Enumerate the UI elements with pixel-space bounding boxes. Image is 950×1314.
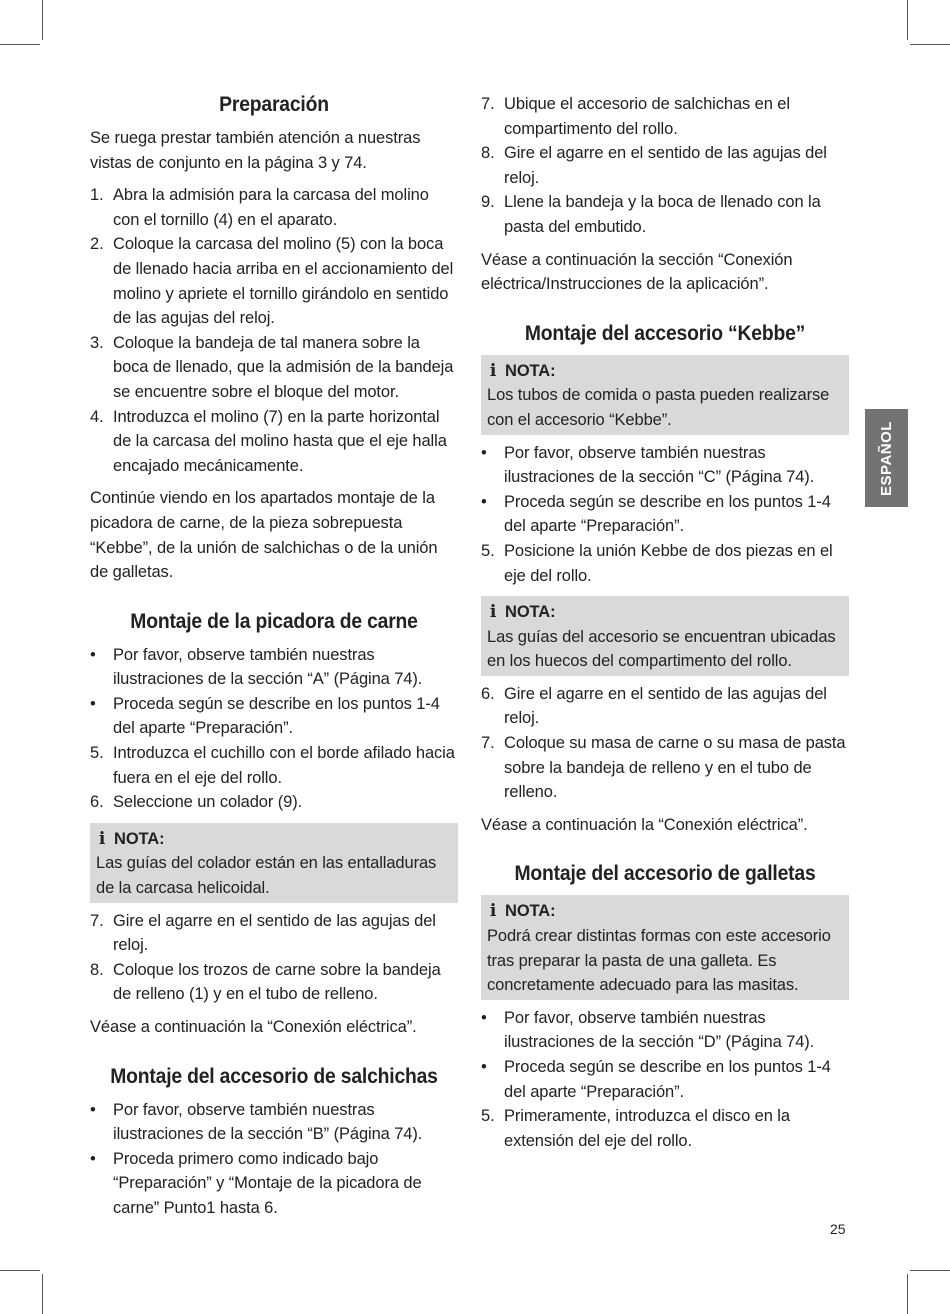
note-header bbox=[487, 899, 843, 924]
note-header bbox=[487, 600, 843, 625]
list-text: Por favor, observe también nuestras ilustraciones de la sección “C” (Página 74). bbox=[504, 443, 815, 487]
section-salchichas-cont bbox=[481, 92, 849, 297]
list-item bbox=[481, 731, 849, 805]
instruction-list bbox=[481, 1006, 849, 1154]
list-item bbox=[481, 490, 849, 539]
list-text: Primeramente, introduzca el disco en la extensión del eje del rollo. bbox=[504, 1107, 790, 1150]
list-marker: 2. bbox=[90, 235, 104, 254]
list-text: Proceda primero como indicado bajo “Preparación” y “Montaje de la picadora de carne” Punto1 hasta 6. bbox=[113, 1149, 422, 1217]
list-item bbox=[90, 1098, 458, 1147]
section-title: Montaje del accesorio de galletas bbox=[514, 862, 816, 886]
paragraph: Véase a continuación la sección “Conexión eléctrica/Instrucciones de la aplicación”. bbox=[481, 250, 793, 294]
list-item bbox=[90, 909, 458, 958]
list-item bbox=[90, 232, 458, 330]
list-text: Proceda según se describe en los puntos 1-4 del aparte “Preparación”. bbox=[504, 1058, 831, 1101]
section-preparacion bbox=[90, 92, 458, 585]
list-item bbox=[481, 682, 849, 731]
list-text: Gire el agarre en el sentido de las agujas del reloj. bbox=[113, 911, 436, 955]
list-text: Proceda según se describe en los puntos 1-4 del aparte “Preparación”. bbox=[504, 492, 831, 536]
list-text: Coloque la bandeja de tal manera sobre la boca de llenado, que la admisión de la bandeja se encuentre sobre el bloque del motor. bbox=[113, 333, 454, 401]
section-galletas bbox=[481, 861, 849, 1153]
list-item bbox=[90, 958, 458, 1007]
note-label: NOTA: bbox=[505, 603, 556, 622]
right-column bbox=[481, 92, 849, 1161]
list-text: Ubique el accesorio de salchichas en el compartimento del rollo. bbox=[504, 95, 790, 138]
section-title: Montaje del accesorio “Kebbe” bbox=[524, 321, 806, 345]
list-marker: 7. bbox=[481, 95, 495, 113]
numbered-list bbox=[90, 183, 458, 478]
list-text: Introduzca el molino (7) en la parte horizontal de la carcasa del molino hasta que el eje halla encajado mecánicamente. bbox=[113, 407, 447, 475]
list-text: Coloque los trozos de carne sobre la bandeja de relleno (1) y en el tubo de relleno. bbox=[113, 960, 441, 1004]
list-item bbox=[90, 643, 458, 692]
note-box bbox=[481, 355, 849, 435]
note-label: NOTA: bbox=[114, 829, 165, 848]
list-text: Introduzca el cuchillo con el borde afilado hacia fuera en el eje del rollo. bbox=[113, 744, 455, 787]
list-marker: 1. bbox=[90, 186, 104, 205]
info-icon: i bbox=[489, 602, 497, 623]
list-item bbox=[481, 141, 849, 190]
list-marker: • bbox=[90, 694, 96, 713]
list-item bbox=[90, 331, 458, 405]
list-marker: 7. bbox=[90, 911, 104, 930]
list-marker: • bbox=[481, 492, 487, 511]
paragraph: Véase a continuación la “Conexión eléctrica”. bbox=[90, 1018, 417, 1036]
crop-mark bbox=[0, 1270, 40, 1271]
list-item bbox=[90, 183, 458, 232]
crop-mark bbox=[0, 44, 40, 45]
list-marker: 8. bbox=[481, 144, 495, 163]
list-item bbox=[481, 1006, 849, 1055]
list-text: Seleccione un colador (9). bbox=[113, 793, 303, 812]
list-item bbox=[481, 441, 849, 490]
list-marker: • bbox=[90, 1100, 96, 1119]
list-text: Por favor, observe también nuestras ilustraciones de la sección “D” (Página 74). bbox=[504, 1008, 815, 1052]
paragraph: Continúe viendo en los apartados montaje de la picadora de carne, de la pieza sobrepuesta “Kebbe”, de la unión de salchichas o de la unión de galletas. bbox=[90, 489, 438, 582]
language-tab-label: ESPAÑOL bbox=[878, 420, 895, 496]
paragraph: Se ruega prestar también atención a nuestras vistas de conjunto en la página 3 y 74. bbox=[90, 129, 421, 172]
list-marker: 5. bbox=[481, 1107, 495, 1126]
info-icon: i bbox=[98, 828, 106, 849]
instruction-list bbox=[481, 682, 849, 805]
info-icon: i bbox=[489, 360, 497, 381]
list-item bbox=[481, 92, 849, 141]
note-text: Podrá crear distintas formas con este accesorio tras preparar la pasta de una galleta. Es concretamente adecuado para las masitas. bbox=[487, 927, 831, 995]
crop-mark bbox=[910, 1270, 950, 1271]
crop-mark bbox=[42, 0, 43, 40]
instruction-list bbox=[481, 441, 849, 589]
list-item bbox=[481, 1104, 849, 1153]
list-marker: 6. bbox=[481, 684, 495, 703]
list-item bbox=[90, 741, 458, 790]
list-marker: 5. bbox=[90, 744, 104, 763]
list-item bbox=[90, 790, 458, 815]
instruction-list bbox=[90, 643, 458, 815]
list-marker: 4. bbox=[90, 407, 104, 426]
list-marker: • bbox=[481, 1058, 487, 1076]
left-column bbox=[90, 92, 458, 1229]
list-marker: • bbox=[481, 1008, 487, 1027]
crop-mark bbox=[42, 1274, 43, 1314]
note-box bbox=[481, 895, 849, 999]
list-marker: 5. bbox=[481, 541, 495, 560]
list-item bbox=[481, 539, 849, 588]
list-text: Coloque su masa de carne o su masa de pasta sobre la bandeja de relleno y en el tubo de relleno. bbox=[504, 734, 846, 802]
list-marker: 6. bbox=[90, 793, 104, 812]
list-text: Abra la admisión para la carcasa del molino con el tornillo (4) en el aparato. bbox=[113, 186, 429, 229]
list-marker: 9. bbox=[481, 193, 495, 212]
list-marker: • bbox=[481, 443, 487, 462]
list-item bbox=[90, 405, 458, 479]
numbered-list bbox=[481, 92, 849, 240]
info-icon: i bbox=[489, 901, 497, 922]
note-label: NOTA: bbox=[505, 902, 556, 921]
list-item bbox=[90, 1147, 458, 1221]
list-marker: 3. bbox=[90, 333, 104, 352]
list-item bbox=[90, 692, 458, 741]
note-header bbox=[487, 359, 843, 384]
list-item bbox=[481, 1055, 849, 1104]
list-text: Llene la bandeja y la boca de llenado con la pasta del embutido. bbox=[504, 193, 821, 236]
list-marker: 7. bbox=[481, 734, 495, 753]
note-header bbox=[96, 827, 452, 852]
instruction-list bbox=[90, 909, 458, 1007]
note-box bbox=[90, 823, 458, 903]
list-marker: • bbox=[90, 645, 96, 664]
list-marker: • bbox=[90, 1149, 96, 1168]
list-text: Por favor, observe también nuestras ilustraciones de la sección “A” (Página 74). bbox=[113, 645, 423, 689]
list-item bbox=[481, 190, 849, 239]
note-label: NOTA: bbox=[505, 361, 556, 380]
crop-mark bbox=[907, 1274, 908, 1314]
instruction-list bbox=[90, 1098, 458, 1221]
note-text: Los tubos de comida o pasta pueden realizarse con el accesorio “Kebbe”. bbox=[487, 386, 830, 429]
note-text: Las guías del accesorio se encuentran ubicadas en los huecos del compartimento del rollo. bbox=[487, 627, 836, 671]
list-text: Gire el agarre en el sentido de las agujas del reloj. bbox=[504, 684, 827, 728]
section-picadora bbox=[90, 609, 458, 1040]
crop-mark bbox=[910, 44, 950, 45]
list-text: Posicione la unión Kebbe de dos piezas en el eje del rollo. bbox=[504, 541, 833, 585]
list-text: Proceda según se describe en los puntos 1-4 del aparte “Preparación”. bbox=[113, 694, 440, 738]
page-number: 25 bbox=[830, 1221, 846, 1237]
paragraph: Véase a continuación la “Conexión eléctrica”. bbox=[481, 815, 808, 834]
note-box bbox=[481, 596, 849, 676]
crop-mark bbox=[907, 0, 908, 40]
language-tab bbox=[865, 409, 908, 507]
list-text: Gire el agarre en el sentido de las agujas del reloj. bbox=[504, 144, 827, 187]
list-text: Por favor, observe también nuestras ilustraciones de la sección “B” (Página 74). bbox=[113, 1100, 423, 1144]
list-text: Coloque la carcasa del molino (5) con la boca de llenado hacia arriba en el accionamiento del molino y apriete el tornillo girándolo en sentido de las agujas del reloj. bbox=[113, 235, 454, 328]
section-kebbe bbox=[481, 321, 849, 838]
list-marker: 8. bbox=[90, 960, 104, 979]
note-text: Las guías del colador están en las entalladuras de la carcasa helicoidal. bbox=[96, 854, 437, 898]
section-salchichas bbox=[90, 1064, 458, 1221]
section-title: Montaje de la picadora de carne bbox=[130, 609, 418, 633]
section-title: Montaje del accesorio de salchichas bbox=[110, 1064, 438, 1088]
section-title: Preparación bbox=[219, 93, 329, 116]
